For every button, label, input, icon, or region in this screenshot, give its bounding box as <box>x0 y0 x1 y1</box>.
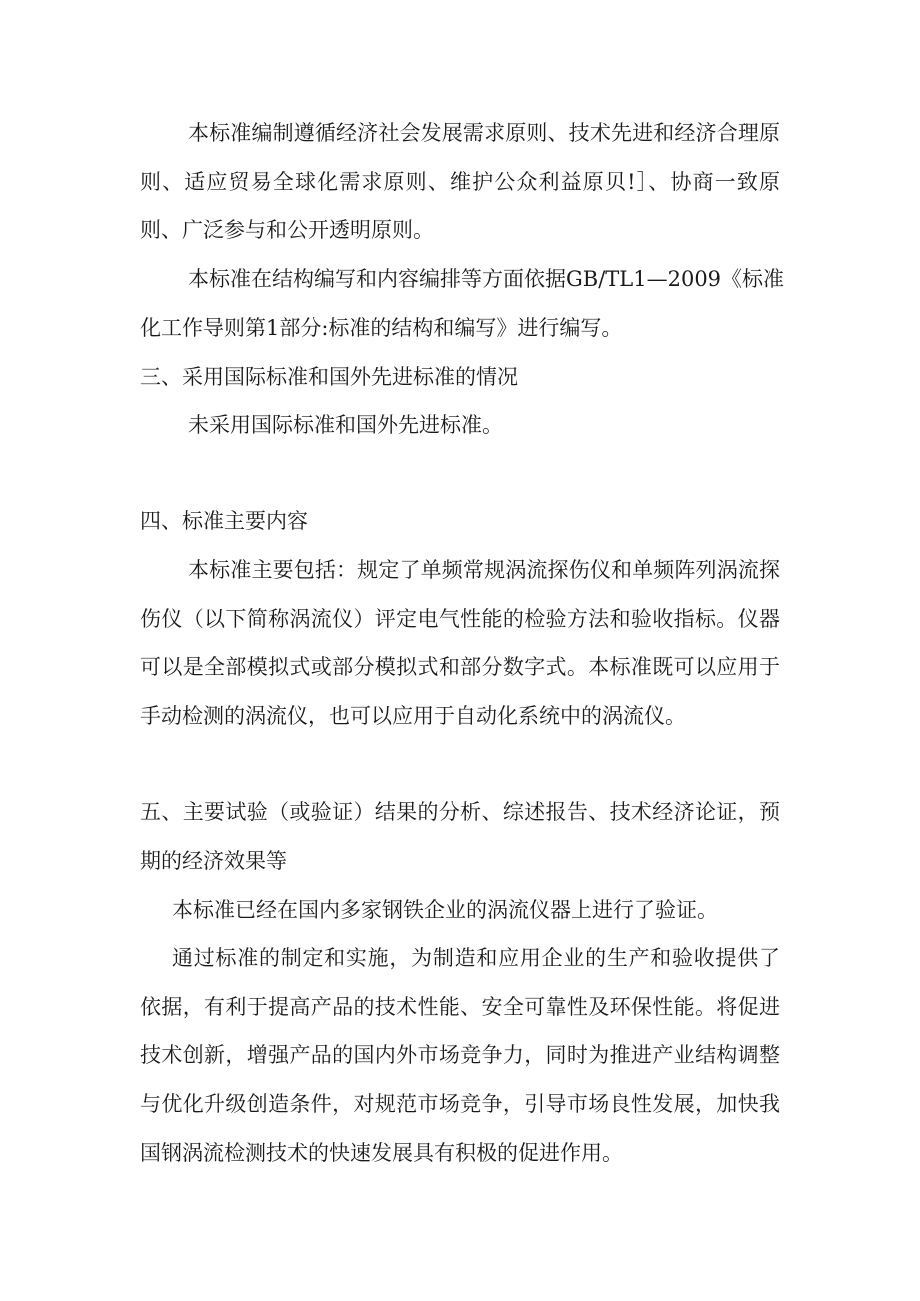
paragraph-benefits-line-5: 国钢涡流检测技术的快速发展具有积极的促进作用。 <box>140 1141 623 1165</box>
paragraph-content-line-3: 可以是全部模拟式或部分模拟式和部分数字式。本标准既可以应用于 <box>140 655 780 679</box>
paragraph-structure-line-2: 化工作导则第1部分:标准的结构和编写》进行编写。 <box>140 316 623 340</box>
paragraph-verification: 本标准已经在国内多家钢铁企业的涡流仪器上进行了验证。 <box>172 898 718 922</box>
section-heading-3: 三、采用国际标准和国外先进标准的情况 <box>140 365 518 389</box>
paragraph-content-line-2: 伤仪（以下简称涡流仪）评定电气性能的检验方法和验收指标。仪器 <box>140 607 780 631</box>
section-heading-5-line-2: 期的经济效果等 <box>140 849 287 873</box>
paragraph-principles-line-3: 则、广泛参与和公开透明原则。 <box>140 218 434 242</box>
paragraph-benefits-line-3: 技术创新，增强产品的国内外市场竞争力，同时为推进产业结构调整 <box>140 1043 780 1067</box>
paragraph-structure-line-1: 本标准在结构编写和内容编排等方面依据GB/TL1—2009《标准 <box>188 267 785 291</box>
section-heading-5-line-1: 五、主要试验（或验证）结果的分析、综述报告、技术经济论证，预 <box>140 800 780 824</box>
paragraph-principles-line-2: 则、适应贸易全球化需求原则、维护公众利益原贝!］、协商一致原 <box>140 170 780 194</box>
paragraph-principles-line-1: 本标准编制遵循经济社会发展需求原则、技术先进和经济合理原 <box>188 121 780 145</box>
paragraph-benefits-line-1: 通过标准的制定和实施，为制造和应用企业的生产和验收提供了 <box>172 946 780 970</box>
paragraph-benefits-line-4: 与优化升级创造条件，对规范市场竞争，引导市场良性发展，加快我 <box>140 1092 780 1116</box>
section-heading-4: 四、标准主要内容 <box>140 509 308 533</box>
paragraph-benefits-line-2: 依据，有利于提高产品的技术性能、安全可靠性及环保性能。将促进 <box>140 995 780 1019</box>
paragraph-adoption: 未采用国际标准和国外先进标准。 <box>188 413 503 437</box>
paragraph-content-line-1: 本标准主要包括：规定了单频常规涡流探伤仪和单频阵列涡流探 <box>188 558 780 582</box>
paragraph-content-line-4: 手动检测的涡流仪，也可以应用于自动化系统中的涡流仪。 <box>140 704 686 728</box>
